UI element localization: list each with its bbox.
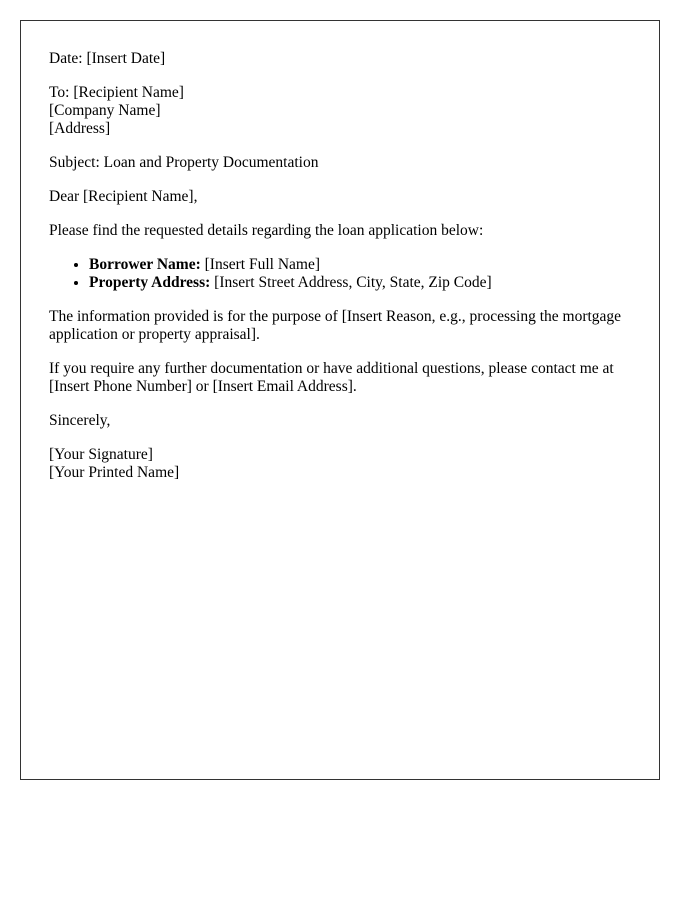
recipient-address: [Address] [49,120,111,137]
detail-value: [Insert Full Name] [200,256,320,273]
intro-paragraph: Please find the requested details regarding the loan application below: [49,222,484,239]
detail-item-borrower-name [89,256,631,274]
recipient-to-line: To: [Recipient Name] [49,84,184,101]
detail-value: [Insert Street Address, City, State, Zip Code] [210,274,492,291]
recipient-block [49,84,631,138]
recipient-company: [Company Name] [49,102,161,119]
date-line: Date: [Insert Date] [49,50,166,67]
signature-line: [Your Signature] [49,446,153,463]
detail-label: Property Address: [89,274,211,291]
letter-document [20,20,660,780]
salutation: Dear [Recipient Name], [49,188,198,205]
closing: Sincerely, [49,412,111,429]
contact-paragraph: If you require any further documentation or have additional questions, please contact me at [Insert Phone Number] or [Insert Email Address]. [49,360,614,395]
subject-line: Subject: Loan and Property Documentation [49,154,319,171]
detail-label: Borrower Name: [89,256,201,273]
signature-block [49,446,631,482]
printed-name-line: [Your Printed Name] [49,464,180,481]
detail-item-property-address [89,274,631,292]
purpose-paragraph: The information provided is for the purpose of [Insert Reason, e.g., processing the mortgage application or property appraisal]. [49,308,622,343]
details-list [49,256,631,292]
